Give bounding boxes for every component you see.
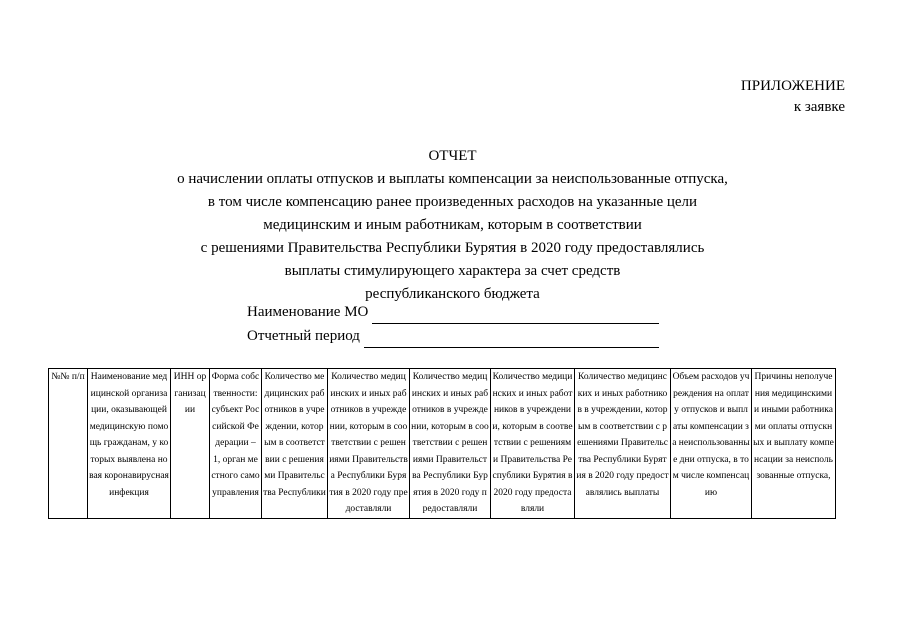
appendix-subtitle: к заявке xyxy=(793,99,845,115)
report-subtitle-line: республиканского бюджета xyxy=(365,286,540,302)
header-cell-staff-count-1: Количество медицинских и иных работников в учреждении, которым в соответствии с решениями Правительства Республики Бурятия в 2020 году предоставляли xyxy=(328,369,410,519)
header-cell-ownership: Форма собственности: субъект Российской Федерации – 1, орган местного самоуправления xyxy=(210,369,262,519)
report-subtitle-line: о начислении оплаты отпусков и выплаты компенсации за неиспользованные отпуска, xyxy=(177,171,728,187)
appendix-title: ПРИЛОЖЕНИЕ xyxy=(740,78,845,94)
header-cell-organization: Наименование медицинской организации, оказывающей медицинскую помощь гражданам, у которых выявлена новая коронавирусная инфекция xyxy=(88,369,171,519)
report-heading: ОТЧЕТ xyxy=(428,148,477,164)
header-cell-staff-count-2: Количество медицинских и иных работников в учреждении, которым в соответствии с решениями Правительства Республики Бурятия в 2020 году предоставляли xyxy=(410,369,491,519)
header-cell-inn: ИНН организации xyxy=(171,369,210,519)
report-subtitle-line: медицинским и иным работникам, которым в соответствии xyxy=(263,217,642,233)
header-cell-staff-count-4: Количество медицинских и иных работников в учреждении, которым в соответствии с решениями Правительства Республики Бурятия в 2020 году предоставлялись выплаты xyxy=(575,369,671,519)
report-subtitle-line: в том числе компенсацию ранее произведенных расходов на указанные цели xyxy=(207,194,698,210)
report-subtitle-line: с решениями Правительства Республики Бурятия в 2020 году предоставлялись xyxy=(200,240,705,256)
reporting-period-label: Отчетный период xyxy=(247,328,360,344)
header-cell-staff-count-3: Количество медицинских и иных работников в учреждении, которым в соответствии с решениями Правительства Республики Бурятия в 2020 году предоставляли xyxy=(491,369,575,519)
header-cell-reasons: Причины неполучения медицинскими и иными работниками оплаты отпускных и выплату компенсации за неиспользованные отпуска, xyxy=(752,369,836,519)
report-subtitle-line: выплаты стимулирующего характера за счет средств xyxy=(284,263,621,279)
mo-name-label: Наименование МО xyxy=(247,304,369,320)
header-cell-number: №№ п/п xyxy=(49,369,88,519)
header-cell-expense-volume: Объем расходов учреждения на оплату отпусков и выплаты компенсации за неиспользованные дни отпуска, в том числе компенсацию xyxy=(671,369,752,519)
header-cell-medical-count: Количество медицинских работников в учреждении, которым в соответствии с решениями Правительства Республики xyxy=(262,369,328,519)
report-table xyxy=(48,368,836,519)
table-header-row xyxy=(49,369,836,519)
